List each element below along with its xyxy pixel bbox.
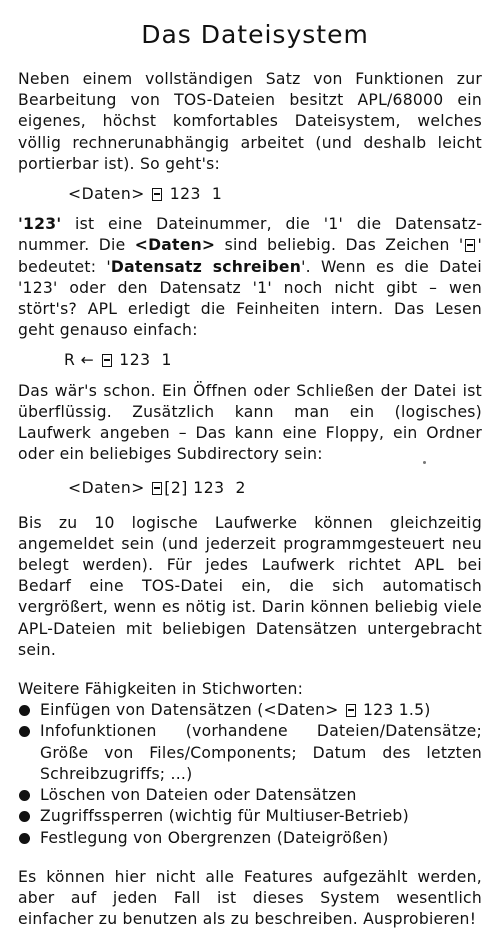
file-write-symbol-icon	[465, 239, 475, 252]
features-heading: Weitere Fähigkeiten in Stichworten:	[18, 680, 304, 699]
closing-paragraph: Es können hier nicht alle Features aufgezählt werden, aber auf jeden Fall ist dieses System wesentlich einfacher zu benutzen als zu beschreiben. Ausprobieren!	[18, 867, 482, 929]
feature-4-text: Zugriffssperren (wichtig für Multiuser-Betrieb)	[40, 807, 409, 826]
code-write-after: 123 1	[164, 185, 223, 204]
code-example-write	[18, 184, 482, 205]
explanation-text-4: '. Wenn es die Datei '123' oder den Datensatz '1' noch nicht gibt – wen stört's? APL erledigt die Feinheiten intern. Das Lesen geht genauso einfach:	[18, 257, 482, 340]
page-title: Das Dateisystem	[141, 20, 369, 49]
bullet-icon	[19, 726, 30, 737]
bullet-icon	[19, 790, 30, 801]
list-item	[18, 721, 482, 785]
file-number-ref: '123'	[18, 215, 62, 234]
explanation-text-1: ist eine Dateinummer, die '1' die Datensatznummer. Die	[18, 215, 482, 255]
feature-1-text-a: Einfügen von Datensätzen (<Daten>	[40, 701, 344, 720]
print-speck	[423, 461, 426, 464]
file-write-symbol-icon	[346, 704, 356, 717]
explanation-text-3: ' bedeutet: '	[18, 236, 482, 276]
code-read-before: R ←	[64, 351, 100, 370]
write-record-term: Datensatz schreiben	[110, 257, 302, 276]
list-item	[18, 700, 482, 721]
data-ref: <Daten>	[134, 236, 216, 255]
feature-3-text: Löschen von Dateien oder Datensätzen	[40, 786, 357, 805]
bullet-icon	[19, 705, 30, 716]
code-example-read	[18, 350, 482, 371]
bullet-icon	[19, 811, 30, 822]
feature-1-text-b: 123 1.5)	[357, 701, 431, 720]
drive-paragraph: Das wär's schon. Ein Öffnen oder Schließen der Datei ist überflüssig. Zusätzlich kann man ein (logisches) Laufwerk angeben – Das kann eine Floppy, ein Ordner oder ein beliebiges Subdirectory sein:	[18, 381, 482, 464]
code-example-drive	[18, 478, 482, 499]
list-item	[18, 806, 482, 827]
file-read-symbol-icon	[102, 354, 112, 367]
intro-paragraph: Neben einem vollständigen Satz von Funktionen zur Bearbeitung von TOS-Dateien besitzt APL/68000 ein eigenes, höchst komfortables Dateisystem, welches völlig rechnerunabhängig arbeitet (und deshalb leicht portierbar ist). So geht's:	[18, 70, 482, 173]
code-drive-before: <Daten>	[68, 479, 151, 498]
bullet-icon	[19, 833, 30, 844]
feature-5-text: Festlegung von Obergrenzen (Dateigrößen)	[40, 828, 389, 847]
explanation-text-2: sind beliebig. Das Zeichen '	[215, 236, 464, 255]
explanation-paragraph	[18, 214, 482, 341]
code-drive-after: [2] 123 2	[164, 479, 246, 498]
features-list	[18, 700, 482, 848]
list-item	[18, 828, 482, 849]
code-read-after: 123 1	[113, 351, 172, 370]
file-write-symbol-icon	[152, 482, 162, 495]
list-item	[18, 785, 482, 806]
drives-paragraph: Bis zu 10 logische Laufwerke können gleichzeitig angemeldet sein (und jederzeit programmgesteuert neu belegt werden). Für jedes Laufwerk richtet APL bei Bedarf eine TOS-Datei ein, die sich automatisch vergrößert, wenn es nötig ist. Darin können beliebig viele APL-Dateien mit beliebigen Datensätzen untergebracht sein.	[18, 513, 482, 659]
code-write-before: <Daten>	[68, 185, 151, 204]
feature-2-text: Infofunktionen (vorhandene Dateien/Datensätze; Größe von Files/Components; Datum des letzten Schreibzugriffs; ...)	[40, 722, 482, 783]
file-write-symbol-icon	[152, 188, 162, 201]
